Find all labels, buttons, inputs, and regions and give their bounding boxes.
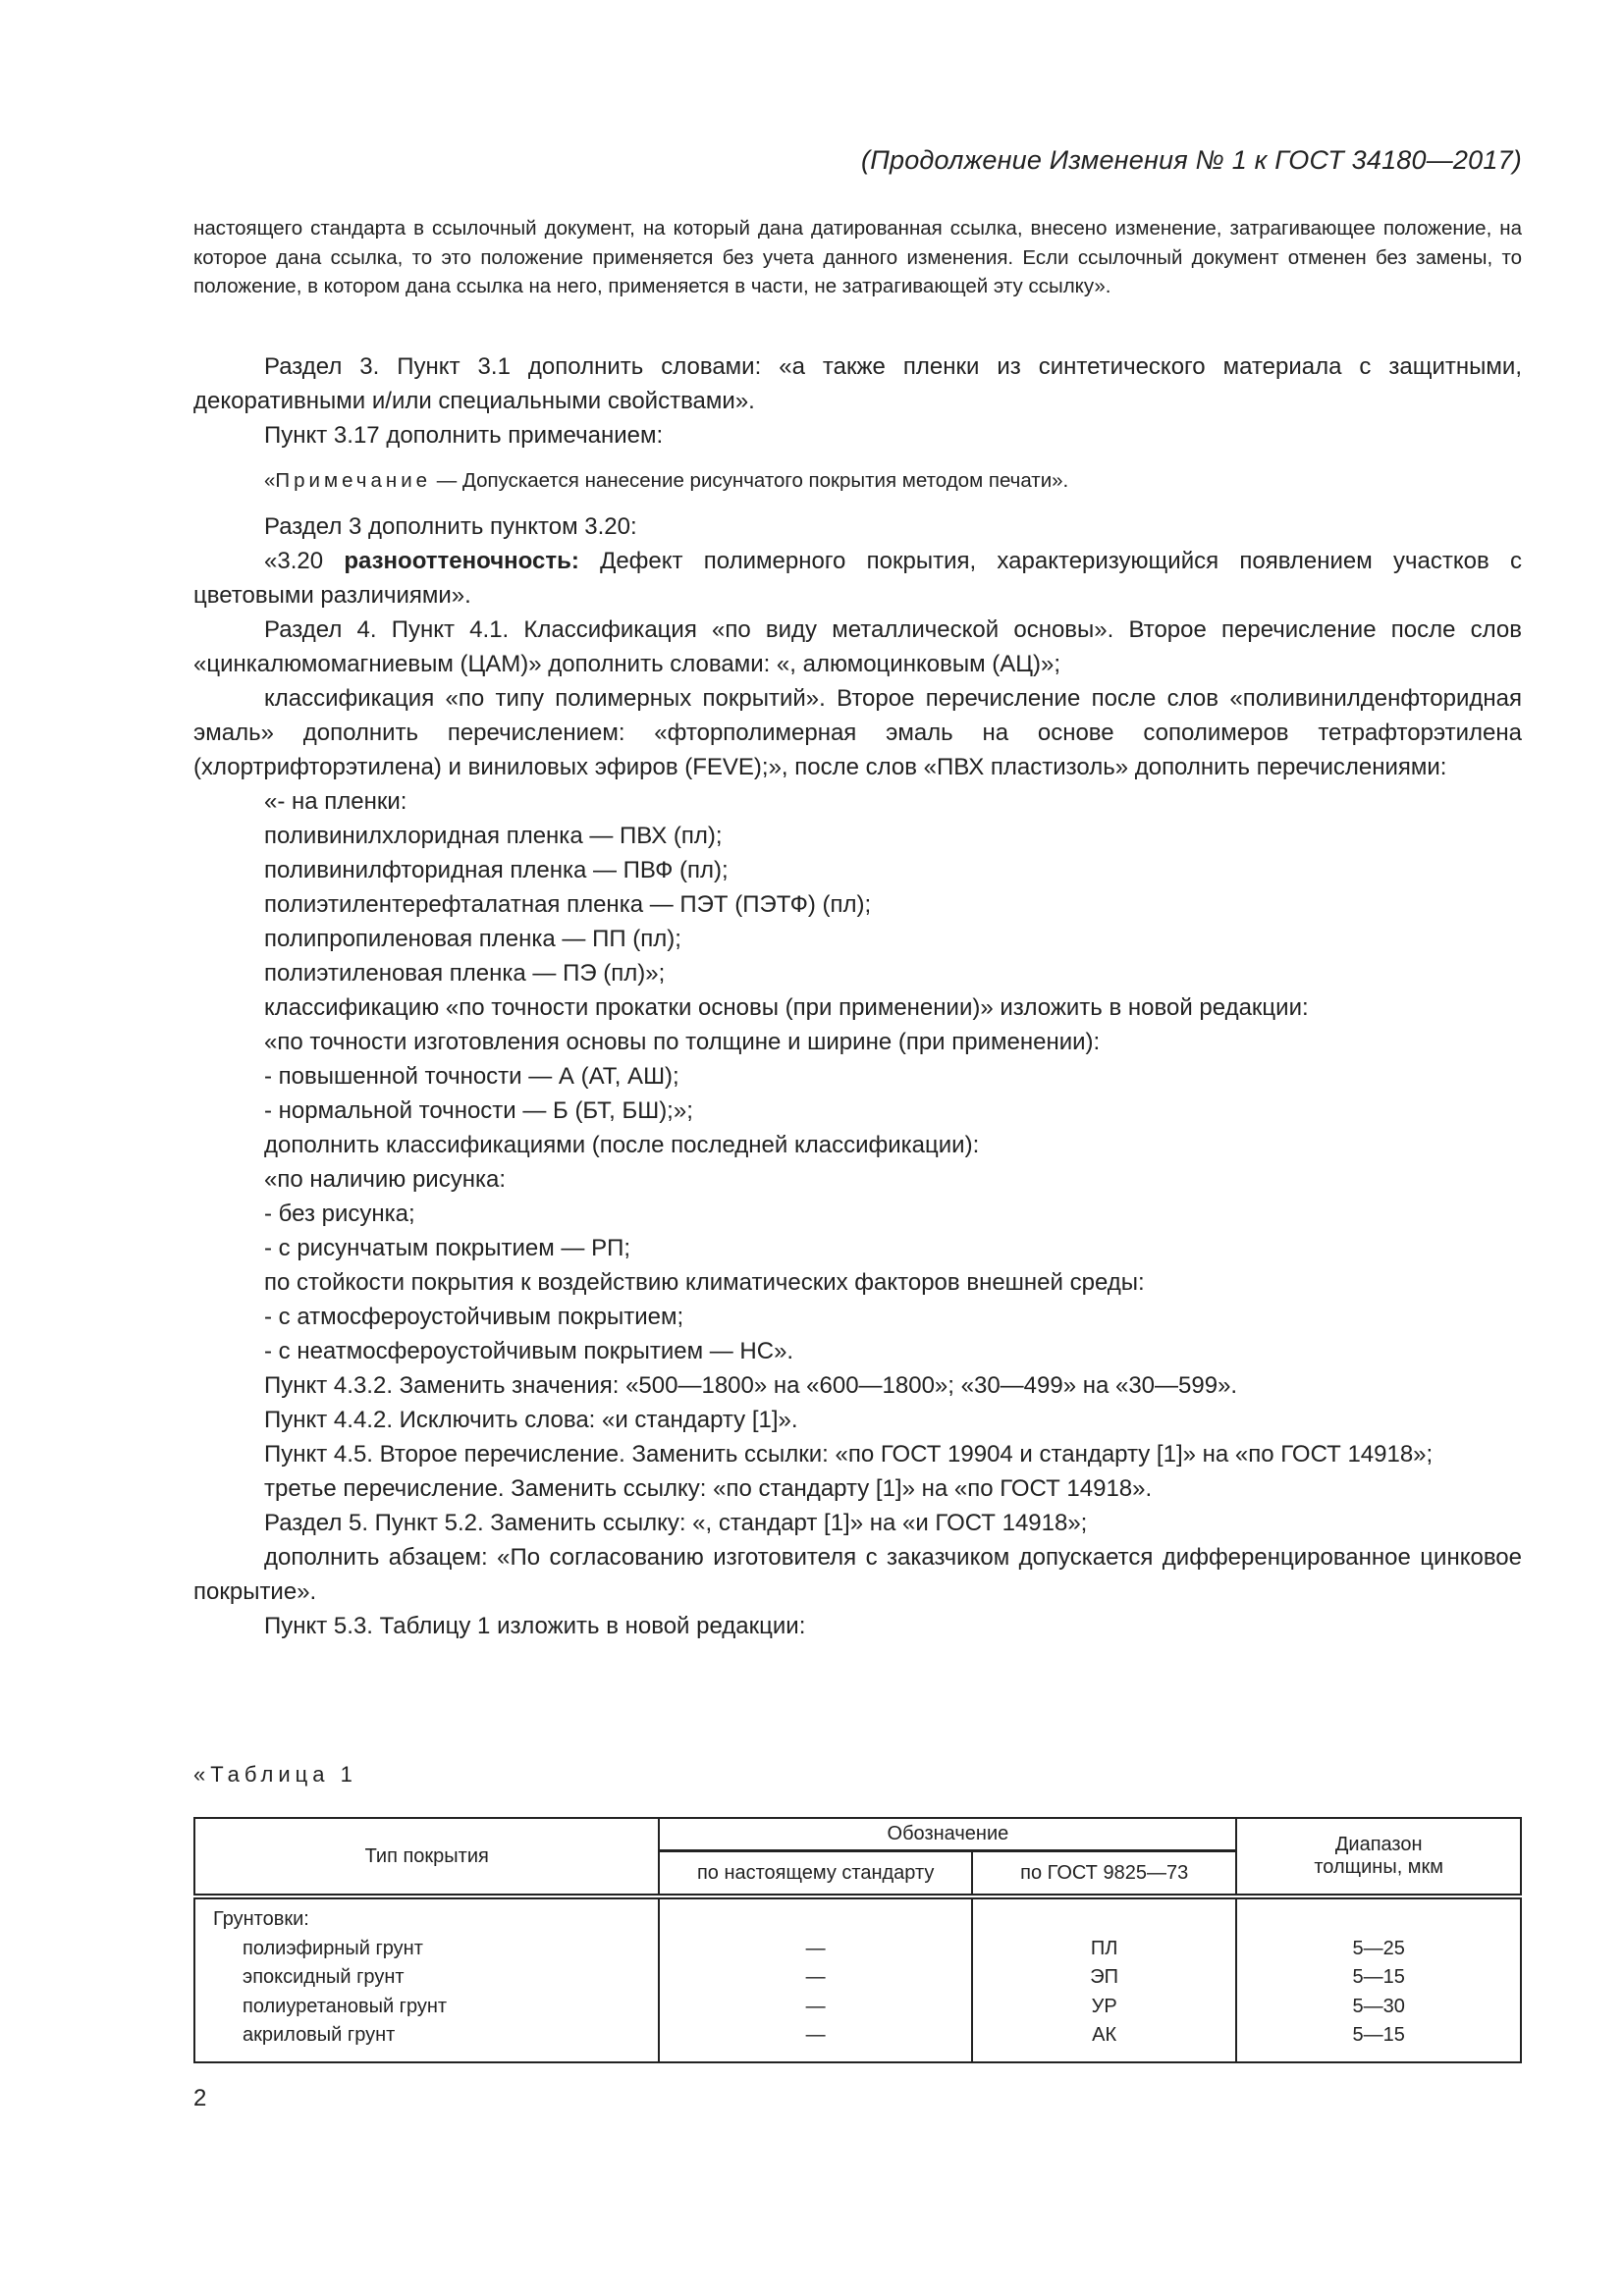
paragraph-4-5-third: третье перечисление. Заменить ссылку: «по стандарту [1]» на «по ГОСТ 14918».: [264, 1475, 1153, 1502]
table-caption: «Таблица 1: [193, 1762, 357, 1787]
list-item: по стойкости покрытия к воздействию климатических факторов внешней среды:: [264, 1269, 1145, 1296]
designation-value: —: [805, 1995, 826, 2017]
intro-paragraph: настоящего стандарта в ссылочный документ, на который дана датированная ссылка, внесено изменение, затрагивающее положение, на которое дана ссылка, то это положение применяется без учета данного изменения. Если ссылочный документ отменен без замены, то положение, в котором дана ссылка на него, применяется в части, не затрагивающей эту ссылку».: [193, 217, 1522, 297]
designation-value: —: [805, 1966, 826, 1988]
paragraph-section-4-1: Раздел 4. Пункт 4.1. Классификация «по виду металлической основы». Второе перечисление после слов «цинкалюмомагниевым (ЦАМ)» дополнить словами: «, алюмоцинковым (АЦ)»;: [193, 616, 1522, 677]
list-item: классификацию «по точности прокатки основы (при применении)» изложить в новой редакции:: [264, 994, 1309, 1021]
header-coating-type: Тип покрытия: [194, 1818, 659, 1896]
paragraph-section-3-1: Раздел 3. Пункт 3.1 дополнить словами: «а также пленки из синтетического материала с защитными, декоративными и/или специальными свойствами».: [193, 353, 1522, 414]
gost-code: ЭП: [1090, 1966, 1119, 1988]
header-gost-9825: по ГОСТ 9825—73: [972, 1851, 1237, 1897]
coating-type: полиэфирный грунт: [243, 1937, 423, 1959]
range-value: 5—30: [1352, 1995, 1405, 2017]
gost-code: УР: [1091, 1995, 1117, 2017]
paragraph-3-17: Пункт 3.17 дополнить примечанием:: [264, 422, 664, 449]
list-item: - с неатмосфероустойчивым покрытием — НС».: [264, 1338, 794, 1364]
gost-code: АК: [1092, 2024, 1117, 2046]
coating-type: полиуретановый грунт: [243, 1995, 448, 2017]
list-item: «по наличию рисунка:: [264, 1166, 506, 1193]
header-this-standard: по настоящему стандарту: [659, 1851, 972, 1897]
table-row: [194, 1896, 1521, 2062]
range-value: 5—25: [1352, 1937, 1405, 1959]
page-number: 2: [193, 2085, 207, 2111]
list-item: - нормальной точности — Б (БТ, БШ);»;: [264, 1097, 693, 1124]
amendment-body: [193, 349, 1522, 1643]
note-quote: «: [264, 469, 276, 492]
group-label: Грунтовки:: [213, 1908, 309, 1930]
cell-this-standard: [659, 1896, 972, 2062]
note-block: [193, 466, 1522, 496]
list-item: «по точности изготовления основы по толщине и ширине (при применении):: [264, 1029, 1101, 1055]
list-item: полиэтилентерефталатная пленка — ПЭТ (ПЭТФ) (пл);: [264, 891, 872, 918]
coating-type: акриловый грунт: [243, 2024, 396, 2046]
list-item: - повышенной точности — А (АТ, АШ);: [264, 1063, 679, 1090]
header-range-line1: Диапазон: [1334, 1834, 1423, 1855]
paragraph-5-2: Раздел 5. Пункт 5.2. Заменить ссылку: «, стандарт [1]» на «и ГОСТ 14918»;: [264, 1510, 1088, 1536]
coating-type: эпоксидный грунт: [243, 1966, 405, 1988]
list-item: дополнить классификациями (после последней классификации):: [264, 1132, 980, 1158]
list-item: поливинилхлоридная пленка — ПВХ (пл);: [264, 823, 723, 849]
paragraph-section-3-add: Раздел 3 дополнить пунктом 3.20:: [264, 513, 637, 540]
list-item: поливинилфторидная пленка — ПВФ (пл);: [264, 857, 729, 883]
list-item: полиэтиленовая пленка — ПЭ (пл)»;: [264, 960, 666, 987]
paragraph-4-5: Пункт 4.5. Второе перечисление. Заменить ссылки: «по ГОСТ 19904 и стандарту [1]» на «по ГОСТ 14918»;: [264, 1441, 1434, 1468]
header-thickness-range: [1236, 1818, 1521, 1896]
running-header: (Продолжение Изменения № 1 к ГОСТ 34180—2017): [861, 145, 1522, 175]
range-value: 5—15: [1352, 2024, 1405, 2046]
paragraph-4-4-2: Пункт 4.4.2. Исключить слова: «и стандарту [1]».: [264, 1407, 798, 1433]
gost-code: ПЛ: [1090, 1937, 1118, 1959]
definition-number: «3.20: [264, 548, 345, 574]
list-item: - без рисунка;: [264, 1201, 415, 1227]
paragraph-polymer-types: классификация «по типу полимерных покрытий». Второе перечисление после слов «поливинилденфторидная эмаль» дополнить перечислением: «фторполимерная эмаль на основе сополимеров тетрафторэтилена (хлортрифторэтилена) и виниловых эфиров (FEVE);», после слов «ПВХ пластизоль» дополнить перечислениями:: [193, 685, 1522, 780]
range-value: 5—15: [1352, 1966, 1405, 1988]
note-text: — Допускается нанесение рисунчатого покрытия методом печати».: [431, 469, 1069, 492]
list-item: - с рисунчатым покрытием — РП;: [264, 1235, 631, 1261]
cell-thickness-range: [1236, 1896, 1521, 2062]
paragraph-5-2-add: дополнить абзацем: «По согласованию изготовителя с заказчиком допускается дифференцированное цинковое покрытие».: [193, 1544, 1522, 1605]
designation-value: —: [805, 2024, 826, 2046]
cell-coating-types: [194, 1896, 659, 2062]
designation-value: —: [805, 1937, 826, 1959]
header-designation: Обозначение: [659, 1818, 1236, 1851]
paragraph-5-3: Пункт 5.3. Таблицу 1 изложить в новой редакции:: [264, 1613, 806, 1639]
paragraph-4-3-2: Пункт 4.3.2. Заменить значения: «500—1800» на «600—1800»; «30—499» на «30—599».: [264, 1372, 1238, 1399]
definition-text: Дефект полимерного покрытия, характеризующийся появлением участков с цветовыми различиями».: [193, 548, 1522, 609]
list-item: «- на пленки:: [264, 788, 407, 815]
cell-gost-9825: [972, 1896, 1237, 2062]
definition-term: разнооттеночность:: [344, 548, 579, 574]
coating-table: [193, 1817, 1522, 2063]
paragraph-3-20-definition: [193, 544, 1522, 613]
list-item: - с атмосфероустойчивым покрытием;: [264, 1304, 684, 1330]
header-range-line2: толщины, мкм: [1314, 1856, 1444, 1878]
list-item: полипропиленовая пленка — ПП (пл);: [264, 926, 681, 952]
note-label: Примечание: [275, 469, 432, 492]
